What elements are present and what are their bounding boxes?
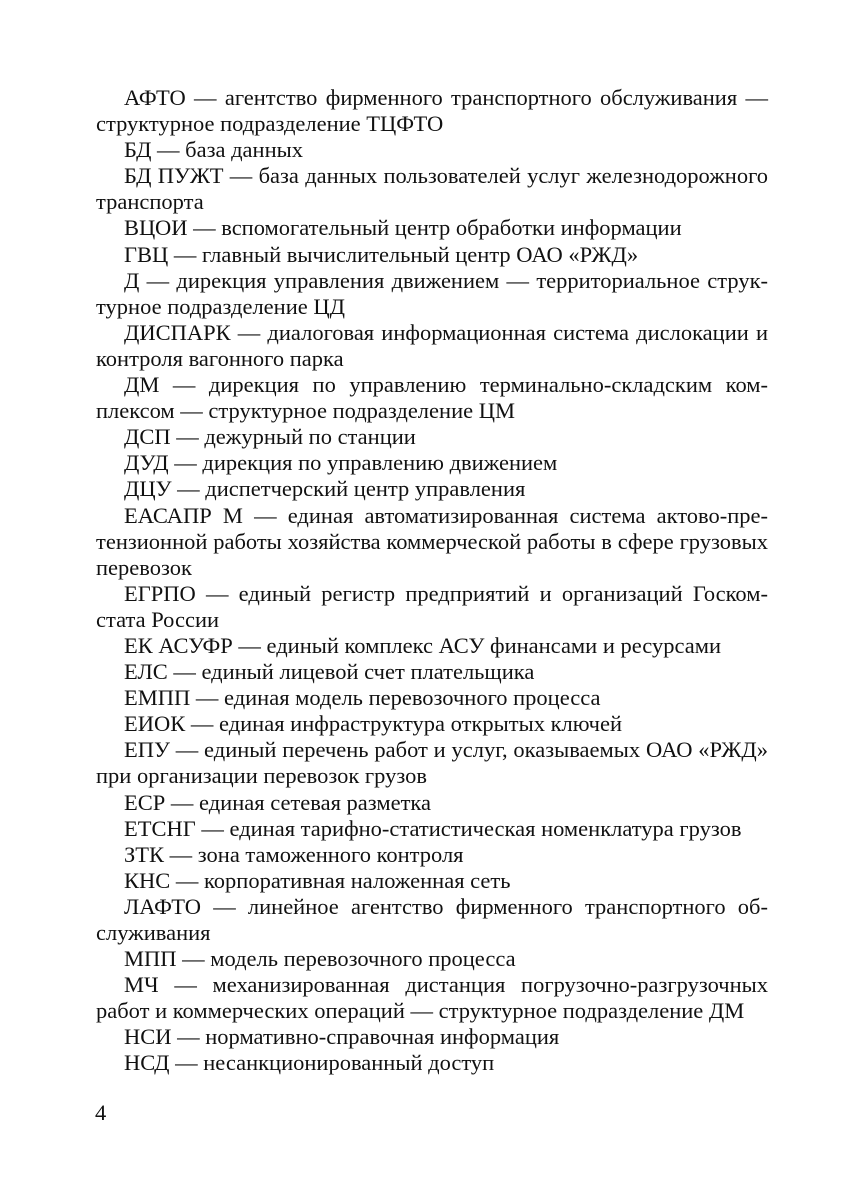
abbreviation-entry: ГВЦ — главный вычислительный центр ОАО «РЖД» — [124, 241, 639, 267]
abbreviation-entry: ЗТК — зона таможенного контроля — [124, 841, 464, 867]
abbreviation-entry: ДМ — дирекция по управлению терминально-складским комплексом — структурное подразделение ЦМ — [96, 372, 768, 424]
abbreviation-entry: ЕСР — единая сетевая разметка — [124, 789, 431, 815]
abbreviation-entry: БД ПУЖТ — база данных пользователей услуг железнодорожного транспорта — [96, 163, 768, 215]
page-number: 4 — [95, 1100, 107, 1125]
abbreviation-entry: АФТО — агентство фирменного транспортного обслуживания — структурное подразделение ТЦФТО — [96, 85, 768, 137]
abbreviation-entry: МЧ — механизированная дистанция погрузочно-разгрузочных работ и коммерческих операций — структурное подразделение ДМ — [96, 972, 768, 1024]
abbreviation-entry: ЕЛС — единый лицевой счет плательщика — [124, 659, 535, 685]
abbreviation-entry: БД — база данных — [124, 137, 303, 163]
abbreviation-entry: НСД — несанкционированный доступ — [124, 1050, 495, 1076]
abbreviation-entry: ЕГРПО — единый регистр предприятий и организаций Госкомстата России — [96, 580, 768, 632]
abbreviation-list — [96, 85, 768, 1077]
abbreviation-entry: ЕИОК — единая инфраструктура открытых ключей — [124, 711, 623, 737]
abbreviation-entry: Д — дирекция управления движением — территориальное структурное подразделение ЦД — [96, 267, 768, 319]
abbreviation-entry: ЕПУ — единый перечень работ и услуг, оказываемых ОАО «РЖД» при организации перевозок грузов — [96, 737, 768, 789]
abbreviation-entry: МПП — модель перевозочного процесса — [124, 946, 516, 972]
abbreviation-entry: ВЦОИ — вспомогательный центр обработки информации — [124, 215, 682, 241]
abbreviation-entry: КНС — корпоративная наложенная сеть — [124, 867, 511, 893]
abbreviation-entry: ЕТСНГ — единая тарифно-статистическая номенклатура грузов — [124, 815, 742, 841]
abbreviation-entry: НСИ — нормативно-справочная информация — [124, 1024, 560, 1050]
abbreviation-entry: ЕАСАПР М — единая автоматизированная система актово-претензионной работы хозяйства коммерческой работы в сфере грузовых перевозок — [96, 502, 768, 580]
abbreviation-entry: ДУД — дирекция по управлению движением — [124, 450, 558, 476]
abbreviation-entry: ЕК АСУФР — единый комплекс АСУ финансами и ресурсами — [124, 632, 722, 658]
abbreviation-entry: ЕМПП — единая модель перевозочного процесса — [124, 685, 601, 711]
abbreviation-entry: ДЦУ — диспетчерский центр управления — [124, 476, 526, 502]
abbreviation-entry: ЛАФТО — линейное агентство фирменного транспортного обслуживания — [96, 893, 768, 945]
abbreviation-entry: ДИСПАРК — диалоговая информационная система дислокации и контроля вагонного парка — [96, 319, 768, 371]
abbreviation-entry: ДСП — дежурный по станции — [124, 424, 416, 450]
